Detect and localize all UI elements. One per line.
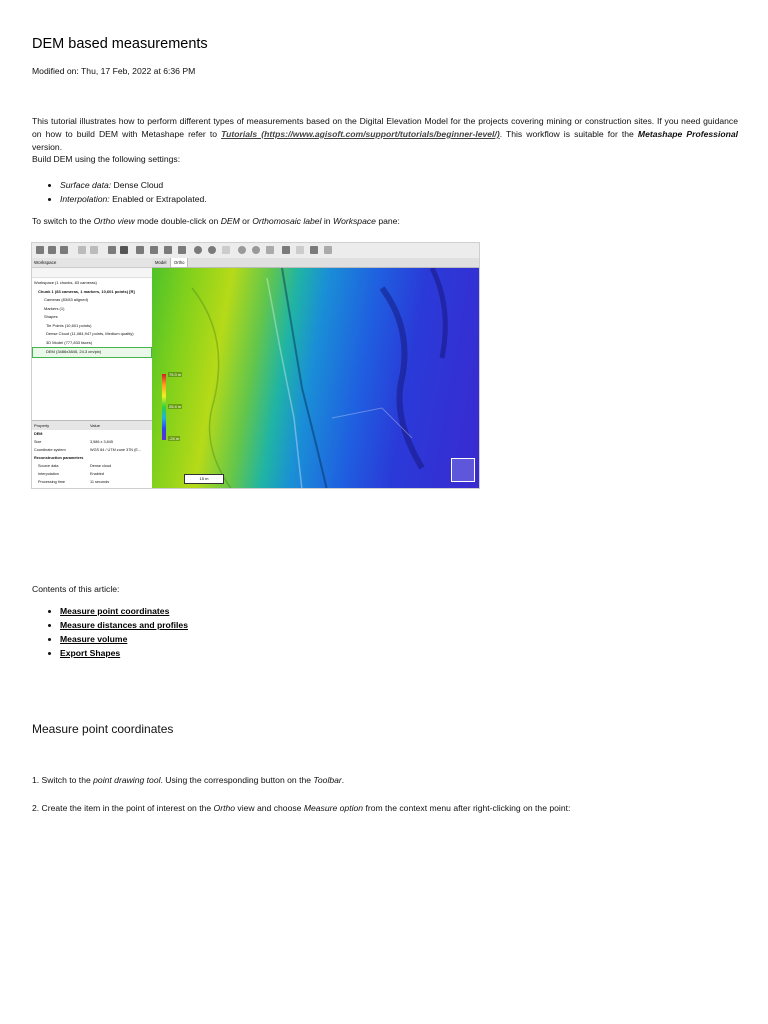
text: Workspace (332, 216, 376, 226)
section-title: Measure point coordinates (32, 722, 174, 736)
toc-link[interactable]: Measure volume (60, 634, 128, 644)
cell: Coordinate system (34, 448, 66, 452)
switch-instruction (32, 216, 400, 226)
shade-icon (194, 246, 202, 254)
toc-link[interactable]: Export Shapes (60, 648, 121, 658)
tree-item-label: Workspace (1 chunks, 83 cameras) (34, 280, 97, 285)
product-name: Metashape Professional (637, 128, 738, 139)
text: or (239, 216, 253, 226)
open-icon (48, 246, 56, 254)
point-icon (222, 246, 230, 254)
column-header: Property (34, 423, 50, 428)
contents-title: Contents of this article: (32, 584, 120, 594)
list-item (60, 192, 207, 206)
build-line: Build DEM using the following settings: (32, 154, 181, 165)
step-2 (32, 803, 570, 813)
redo-icon (90, 246, 98, 254)
text: Measure option (303, 803, 364, 813)
tab-model[interactable]: Model (155, 260, 167, 265)
list-item (60, 618, 188, 632)
text: Orthomosaic label (252, 216, 322, 226)
table-row (32, 446, 152, 454)
pencil-icon (164, 246, 172, 254)
elevation-colorbar (162, 374, 166, 440)
step-1 (32, 775, 344, 785)
intro-text-3: version. (32, 141, 63, 152)
text: DEM (220, 216, 240, 226)
text: pane: (375, 216, 400, 226)
properties-pane (32, 420, 152, 489)
tree-item-label: DEM (3486x3845, 24.3 cm/pix) (46, 349, 102, 354)
undo-icon (78, 246, 86, 254)
page-title: DEM based measurements (32, 36, 208, 52)
selection-rect-icon (120, 246, 128, 254)
intro-text-2: . This workflow is suitable for the (499, 128, 638, 139)
tree-item[interactable] (32, 313, 152, 322)
cell: Interpolation (38, 472, 59, 476)
tree-item-label: Cameras (83/83 aligned) (44, 297, 89, 302)
setting-value: Enabled or Extrapolated. (109, 194, 207, 204)
new-icon (36, 246, 44, 254)
list-item (60, 632, 188, 646)
table-row (32, 430, 152, 438)
tree-item-label: Shapes (44, 314, 58, 319)
tree-item-label: Markers (1) (44, 305, 65, 311)
text: To switch to the (32, 216, 94, 226)
table-row (32, 478, 152, 486)
tree-item-label: 3D Model (777,833 faces) (46, 339, 93, 345)
workspace-tree (32, 278, 152, 358)
select-icon (108, 246, 116, 254)
tree-item[interactable] (32, 322, 152, 331)
tab-ortho[interactable]: Ortho (170, 258, 188, 267)
colorbar-max-label: 75.3 m (169, 372, 182, 377)
setting-label: Interpolation: (60, 194, 110, 204)
grid-icon (178, 246, 186, 254)
tree-item[interactable] (32, 288, 152, 297)
flag-icon (324, 246, 332, 254)
cell: 3,586 x 3,845 (90, 440, 114, 444)
dem-terrain-overlay (152, 268, 480, 489)
text: Ortho (213, 803, 236, 813)
view-tabs (152, 258, 480, 268)
cell: Dense cloud (90, 464, 112, 468)
setting-label: Surface data: (60, 180, 112, 190)
table-row (32, 438, 152, 446)
tree-item-label: Dense Cloud (11,084,947 points, Medium quality) (46, 331, 134, 336)
cell: 11 seconds (90, 480, 110, 484)
cell: WGS 84 / UTM zone 37N (E... (90, 448, 142, 452)
dem-icon (282, 246, 290, 254)
navigation-icon (136, 246, 144, 254)
tree-item[interactable] (32, 279, 152, 288)
zoom-in-icon (238, 246, 246, 254)
text: in (321, 216, 333, 226)
list-item (60, 604, 188, 618)
table-row (32, 454, 152, 462)
cell: Source data (38, 464, 59, 468)
cell: DEM (34, 432, 43, 436)
tree-item[interactable] (32, 305, 152, 314)
column-header: Value (90, 423, 100, 428)
ruler-icon (150, 246, 158, 254)
properties-header (32, 421, 152, 430)
cell: Reconstruction parameters (34, 456, 84, 460)
setting-value: Dense Cloud (111, 180, 164, 190)
settings-list (46, 178, 207, 206)
tree-item[interactable] (32, 330, 152, 339)
list-item (60, 178, 207, 192)
text: Toolbar (313, 775, 342, 785)
table-row (32, 462, 152, 470)
palette-icon (208, 246, 216, 254)
tree-item-label: Tie Points (10,601 points) (46, 322, 92, 328)
workspace-header (32, 258, 152, 268)
workspace-pane (32, 258, 153, 489)
text: view and choose (235, 803, 304, 813)
toc-link[interactable]: Measure point coordinates (60, 606, 170, 616)
text: 2. Create the item in the point of interest on the (32, 803, 214, 813)
cell: Processing time (38, 480, 66, 484)
text: Ortho view (93, 216, 135, 226)
workspace-title: Workspace (34, 260, 57, 265)
metashape-screenshot (31, 242, 480, 489)
colorbar-mid-label: 26.4 m (169, 404, 182, 409)
app-toolbar (32, 243, 480, 259)
image-icon (296, 246, 304, 254)
intro-text: This tutorial illustrates how to perform different types of measurements based on the Digital Elevation Model for the projects covering mining or construction sites. If you need guidance on how to build DEM with Metashape refer to (32, 116, 738, 139)
cell: Enabled (90, 472, 104, 476)
intro-paragraph (32, 115, 738, 166)
text: from the context menu after right-clicking on the point: (363, 803, 571, 813)
zoom-out-icon (252, 246, 260, 254)
tree-item-label: Chunk 1 (83 cameras, 1 markers, 10,601 points) [R] (38, 288, 135, 294)
ortho-view[interactable] (152, 268, 480, 489)
save-icon (60, 246, 68, 254)
cell: Size (34, 440, 42, 444)
text: mode double-click on (134, 216, 221, 226)
text: . Using the corresponding button on the (160, 775, 314, 785)
heart-icon (310, 246, 318, 254)
workspace-toolbar (32, 268, 152, 278)
tree-item[interactable] (32, 296, 152, 305)
tree-item-dem[interactable] (32, 347, 152, 358)
text: . (341, 775, 345, 785)
text: point drawing tool (93, 775, 161, 785)
toc-link[interactable]: Measure distances and profiles (60, 620, 188, 630)
list-item (60, 646, 188, 660)
colorbar-min-label: -24 m (169, 436, 180, 441)
tutorials-link[interactable]: Tutorials (https://www.agisoft.com/support/tutorials/beginner-level/) (221, 128, 500, 139)
table-row (32, 470, 152, 478)
table-of-contents (46, 604, 188, 660)
modified-date: Modified on: Thu, 17 Feb, 2022 at 6:36 PM (32, 66, 196, 76)
tree-item[interactable] (32, 339, 152, 348)
text: 1. Switch to the (32, 775, 94, 785)
scale-bar: 15 m (184, 474, 224, 484)
reset-view-icon (266, 246, 274, 254)
axis-indicator-icon (451, 458, 475, 482)
